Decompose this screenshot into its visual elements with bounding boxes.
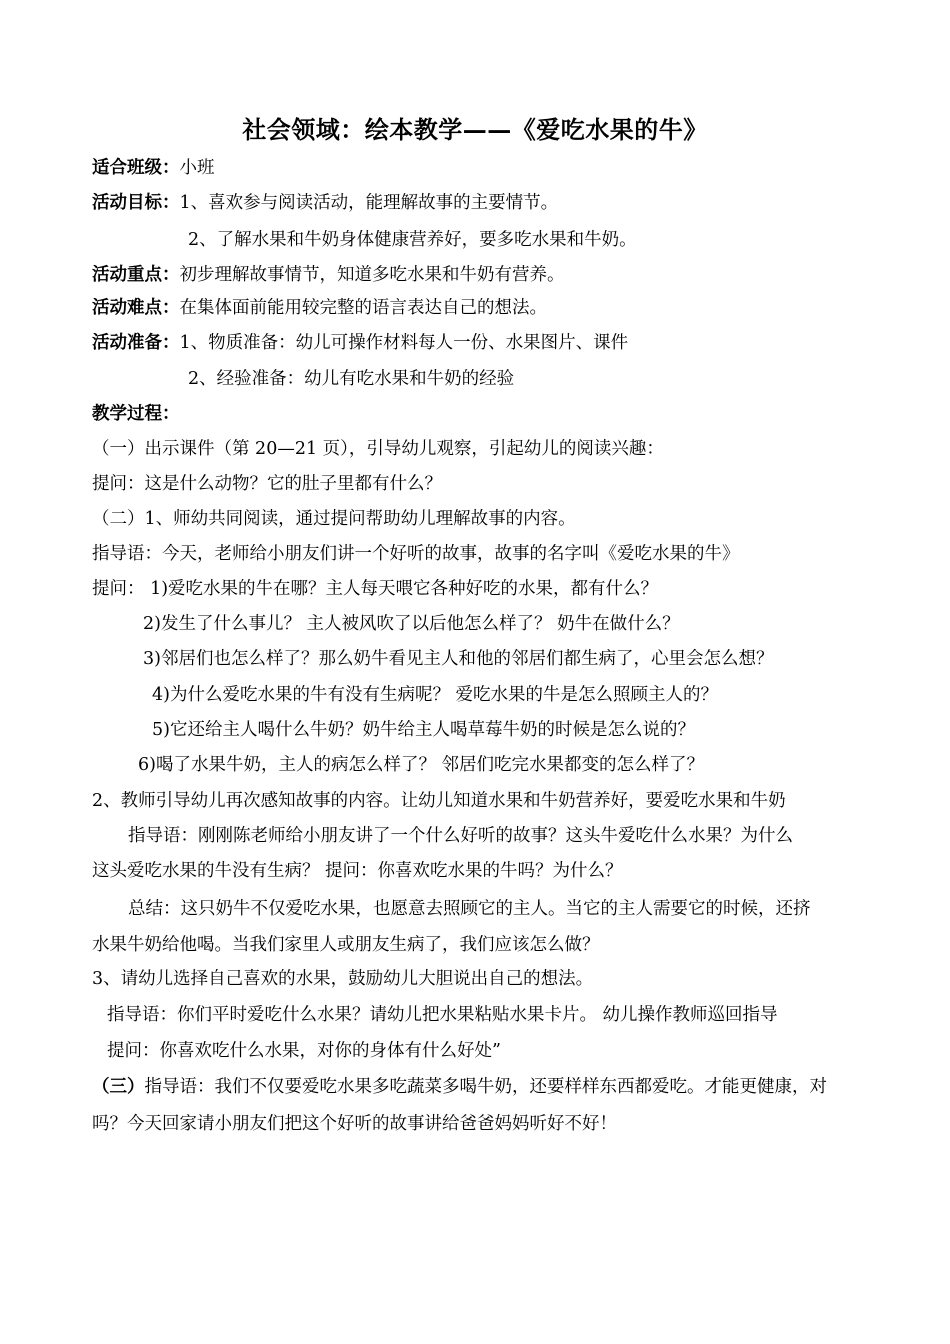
- question-4: 4)为什么爱吃水果的牛有没有生病呢？ 爱吃水果的牛是怎么照顾主人的？: [152, 685, 719, 705]
- prep-line-1: [92, 331, 628, 355]
- key-label: 活动重点：: [92, 265, 180, 285]
- step-3-line: 3、请幼儿选择自己喜欢的水果，鼓励幼儿大胆说出自己的想法。: [92, 969, 594, 989]
- prep-2: 2、经验准备：幼儿有吃水果和牛奶的经验: [188, 369, 515, 389]
- part3-text-a: 指导语：我们不仅要爱吃水果多吃蔬菜多喝牛奶，还要样样东西都爱吃。才能更健康，对: [144, 1077, 827, 1097]
- part1-question: 提问：这是什么动物？它的肚子里都有什么？: [92, 474, 442, 494]
- question-3: 3)邻居们也怎么样了？那么奶牛看见主人和他的邻居们都生病了，心里会怎么想？: [143, 649, 774, 669]
- question-5: 5)它还给主人喝什么牛奶？奶牛给主人喝草莓牛奶的时候是怎么说的？: [152, 720, 695, 740]
- part2-line: （二）1、师幼共同阅读，通过提问帮助幼儿理解故事的内容。: [92, 509, 576, 529]
- step-2-line: 2、教师引导幼儿再次感知故事的内容。让幼儿知道水果和牛奶营养好，要爱吃水果和牛奶: [92, 791, 786, 811]
- question-7: 提问：你喜欢吃什么水果，对你的身体有什么好处”: [107, 1041, 501, 1061]
- key-value: 初步理解故事情节，知道多吃水果和牛奶有营养。: [179, 265, 565, 285]
- part3-line-a: [92, 1075, 827, 1099]
- class-value: 小班: [179, 158, 215, 178]
- goal-2: 2、了解水果和牛奶身体健康营养好，要多吃水果和牛奶。: [188, 230, 637, 250]
- prep-1: 1、物质准备：幼儿可操作材料每人一份、水果图片、课件: [179, 333, 629, 353]
- part3-line-b: 吗？今天回家请小朋友们把这个好听的故事讲给爸爸妈妈听好不好！: [92, 1114, 617, 1134]
- goal-line-1: [92, 191, 558, 215]
- document-title: 社会领域：绘本教学——《爱吃水果的牛》: [242, 115, 708, 144]
- question-6: 6)喝了水果牛奶，主人的病怎么样了？ 邻居们吃完水果都变的怎么样了？: [138, 755, 705, 775]
- summary-line-a: 总结：这只奶牛不仅爱吃水果，也愿意去照顾它的主人。当它的主人需要它的时候，还挤: [128, 899, 811, 919]
- difficulty-label: 活动难点：: [92, 298, 180, 318]
- difficulty-value: 在集体面前能用较完整的语言表达自己的想法。: [179, 298, 547, 318]
- summary-line-b: 水果牛奶给他喝。当我们家里人或朋友生病了，我们应该怎么做？: [92, 935, 600, 955]
- question-2: 2)发生了什么事儿？ 主人被风吹了以后他怎么样了？ 奶牛在做什么？: [143, 614, 680, 634]
- prep-label: 活动准备：: [92, 333, 180, 353]
- process-label: 教学过程：: [92, 404, 180, 424]
- part3-label: （三）: [92, 1077, 145, 1097]
- goal-1: 1、喜欢参与阅读活动，能理解故事的主要情节。: [179, 193, 559, 213]
- guide-line-2a: 指导语：刚刚陈老师给小朋友讲了一个什么好听的故事？这头牛爱吃什么水果？为什么: [128, 826, 793, 846]
- difficulty-line: [92, 296, 547, 320]
- guide-line-1: 指导语：今天，老师给小朋友们讲一个好听的故事，故事的名字叫《爱吃水果的牛》: [92, 544, 740, 564]
- class-label: 适合班级：: [92, 158, 180, 178]
- question-1: 提问： 1)爱吃水果的牛在哪？主人每天喂它各种好吃的水果，都有什么？: [92, 579, 659, 599]
- class-line: [92, 156, 215, 180]
- guide-line-2b: 这头爱吃水果的牛没有生病？ 提问：你喜欢吃水果的牛吗？为什么？: [92, 861, 623, 881]
- part1-line: （一）出示课件（第 20—21 页），引导幼儿观察，引起幼儿的阅读兴趣：: [92, 439, 664, 459]
- guide-line-3: 指导语：你们平时爱吃什么水果？请幼儿把水果粘贴水果卡片。 幼儿操作教师巡回指导: [107, 1005, 778, 1025]
- key-line: [92, 263, 565, 287]
- goal-label: 活动目标：: [92, 193, 180, 213]
